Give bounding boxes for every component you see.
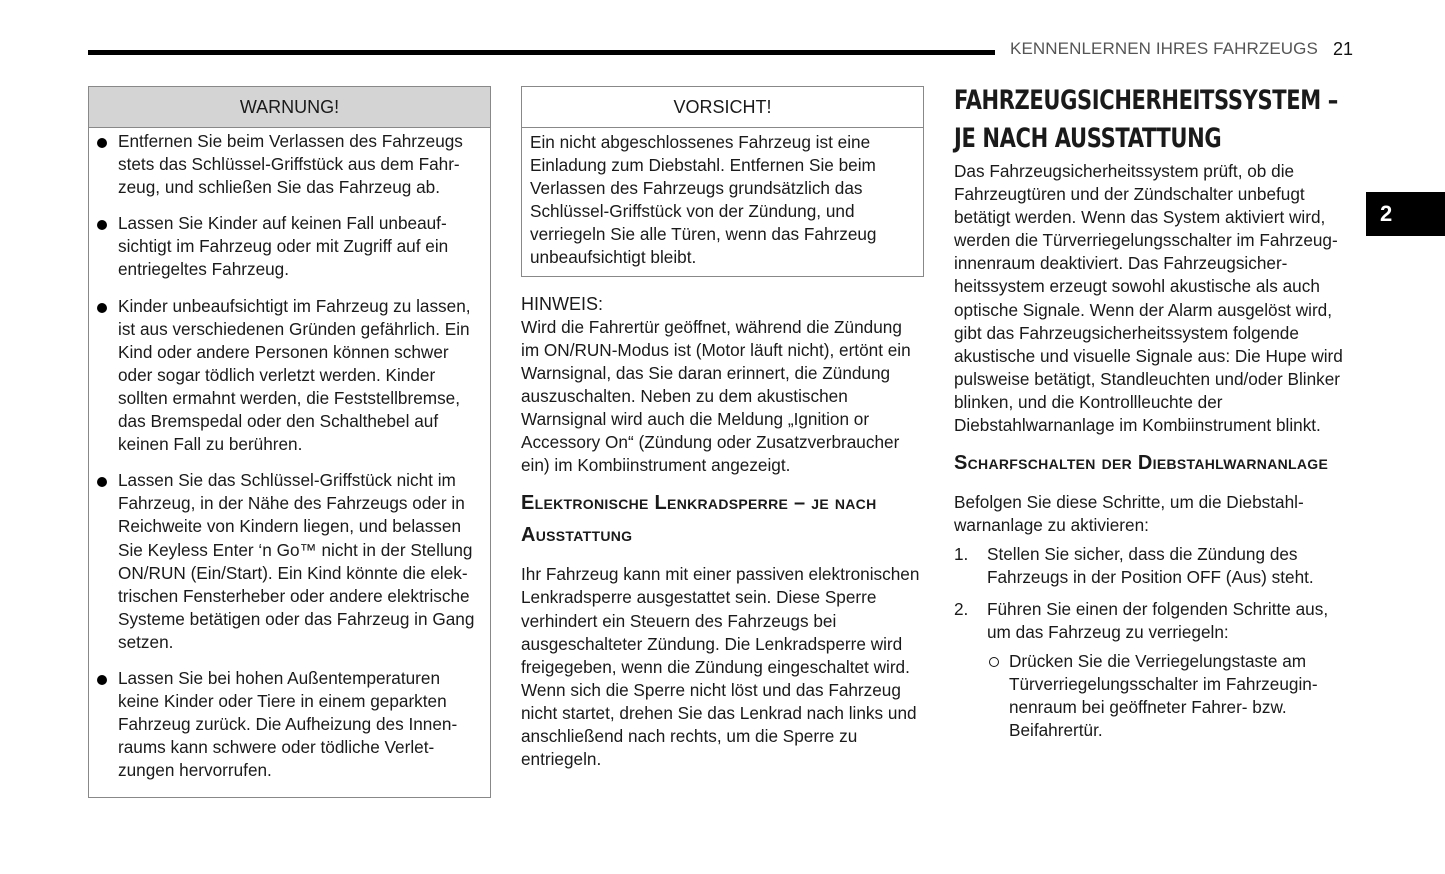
security-system-heading: FAHRZEUGSICHERHEITSSYSTEM – JE NACH AUSSTATTUNG	[954, 85, 1338, 154]
steering-lock-body: Ihr Fahrzeug kann mit einer passiven elektronischen Lenkradsperre ausgestattet sein. Diese Sperre verhindert ein Steuern des Fahrzeugs bei ausgeschalteter Zündung. Die Lenkradsperre wird freigegeben, wenn die Zündung eingeschaltet wird. Wenn sich die Sperre nicht löst und das Fahrzeug nicht startet, drehen Sie das Lenkrad nach links und anschließend nach rechts, um die Sperre zu entriegeln.	[521, 564, 920, 770]
column-right	[954, 86, 1356, 750]
caution-box-body: Ein nicht abgeschlossenes Fahrzeug ist eine Einladung zum Diebstahl. Entfernen Sie beim Verlassen des Fahrzeugs grundsätzlich das Schlüssel-Griffstück von der Zündung, und verriegeln Sie alle Türen, wenn das Fahrzeug unbeaufsichtigt bleibt.	[530, 132, 877, 268]
steering-lock-heading: Elektronische Lenkradsperre – je nach Ausstattung	[521, 492, 877, 547]
bullet-icon	[97, 477, 107, 487]
column-middle	[521, 86, 924, 771]
warning-item: Lassen Sie Kinder auf keinen Fall unbeaufsichtigt im Fahrzeug oder mit Zugriff auf ein entriegeltes Fahrzeug.	[118, 210, 482, 292]
hollow-bullet-icon	[989, 657, 999, 667]
step-text: Führen Sie einen der folgenden Schritte aus, um das Fahrzeug zu verriegeln:	[987, 598, 1329, 642]
arming-intro: Befolgen Sie diese Schritte, um die Diebstahlwarnanlage zu aktivieren:	[954, 492, 1304, 536]
chapter-tab: 2	[1366, 192, 1445, 236]
step-text: Stellen Sie sicher, dass die Zündung des Fahrzeugs in der Position OFF (Aus) steht.	[987, 544, 1314, 588]
warning-item: Kinder unbeaufsichtigt im Fahrzeug zu lassen, ist aus verschiedenen Gründen gefährlich. Ein Kind oder andere Personen können schwer oder sogar tödlich verletzt werden. Kinder sollten ermahnt werden, die Feststellbremse, das Bremspedal oder den Schalthebel auf keinen Fall zu berühren.	[118, 293, 482, 468]
note-title: HINWEIS:	[521, 293, 604, 314]
bullet-icon	[97, 675, 107, 685]
substep-item: Drücken Sie die Verriegelungstaste am Türverriegelungsschalter im Fahrzeuginnenraum bei geöffneter Fahrer- bzw. Beifahrertür.	[987, 650, 1356, 742]
bullet-icon	[97, 220, 107, 230]
caution-box-title: VORSICHT!	[522, 87, 923, 128]
step-number: 2.	[954, 598, 969, 619]
page-number: 21	[1333, 39, 1354, 59]
warning-item: Lassen Sie bei hohen Außentemperaturen keine Kinder oder Tiere in einem geparkten Fahrzeug zurück. Die Aufheizung des Innenraums kann schwere oder tödliche Verletzungen hervorrufen.	[118, 665, 482, 793]
bullet-icon	[97, 303, 107, 313]
warning-item: Entfernen Sie beim Verlassen des Fahrzeugs stets das Schlüssel-Griffstück aus dem Fahrzeug, und schließen Sie das Fahrzeug ab.	[118, 128, 482, 210]
step-item	[954, 598, 1356, 743]
substep-list	[987, 650, 1356, 742]
step-number: 1.	[954, 544, 969, 565]
warning-box	[88, 86, 491, 798]
warning-list	[89, 128, 490, 797]
note-body: Wird die Fahrertür geöffnet, während die Zündung im ON/RUN-Modus ist (Motor läuft nicht), ertönt ein Warnsignal, das Sie daran erinnert, die Zündung auszuschalten. Neben zu dem akustischen Warnsignal wird auch die Meldung „Ignition or Accessory On“ (Zündung oder Zusatzverbraucher ein) im Kombiinstrument angezeigt.	[521, 316, 911, 476]
arming-steps	[954, 543, 1356, 742]
security-system-body: Das Fahrzeugsicherheitssystem prüft, ob die Fahrzeugtüren und der Zündschalter unbefugt betätigt werden. Wenn das System aktiviert wird, werden die Türverriegelungsschalter im Fahrzeuginnenraum deaktiviert. Das Fahrzeugsicherheitssystem erzeugt sowohl akustische als auch optische Signale. Wenn der Alarm ausgelöst wird, gibt das Fahrzeugsicherheitssystem folgende akustische und visuelle Signale aus: Die Hupe wird pulsweise betätigt, Standleuchten und/oder Blinker blinken, und die Kontrollleuchte der Diebstahlwarnanlage im Kombiinstrument blinkt.	[954, 161, 1343, 436]
caution-box	[521, 86, 924, 277]
arming-heading: Scharfschalten der Diebstahlwarnanlage	[954, 452, 1329, 475]
step-item	[954, 543, 1356, 589]
warning-box-title: WARNUNG!	[89, 87, 490, 128]
running-header-title: KENNENLERNEN IHRES FAHRZEUGS	[1010, 39, 1318, 58]
warning-item: Lassen Sie das Schlüssel-Griffstück nicht im Fahrzeug, in der Nähe des Fahrzeugs oder in Reichweite von Kindern liegen, und belassen Sie Keyless Enter ‘n Go™ nicht in der Stellung ON/RUN (Ein/Start). Ein Kind könnte die elektrischen Fensterheber oder andere elektrische Systeme betätigen oder das Fahrzeug in Gang setzen.	[118, 467, 482, 665]
header-rule	[88, 50, 995, 55]
column-left	[88, 86, 491, 798]
bullet-icon	[97, 138, 107, 148]
